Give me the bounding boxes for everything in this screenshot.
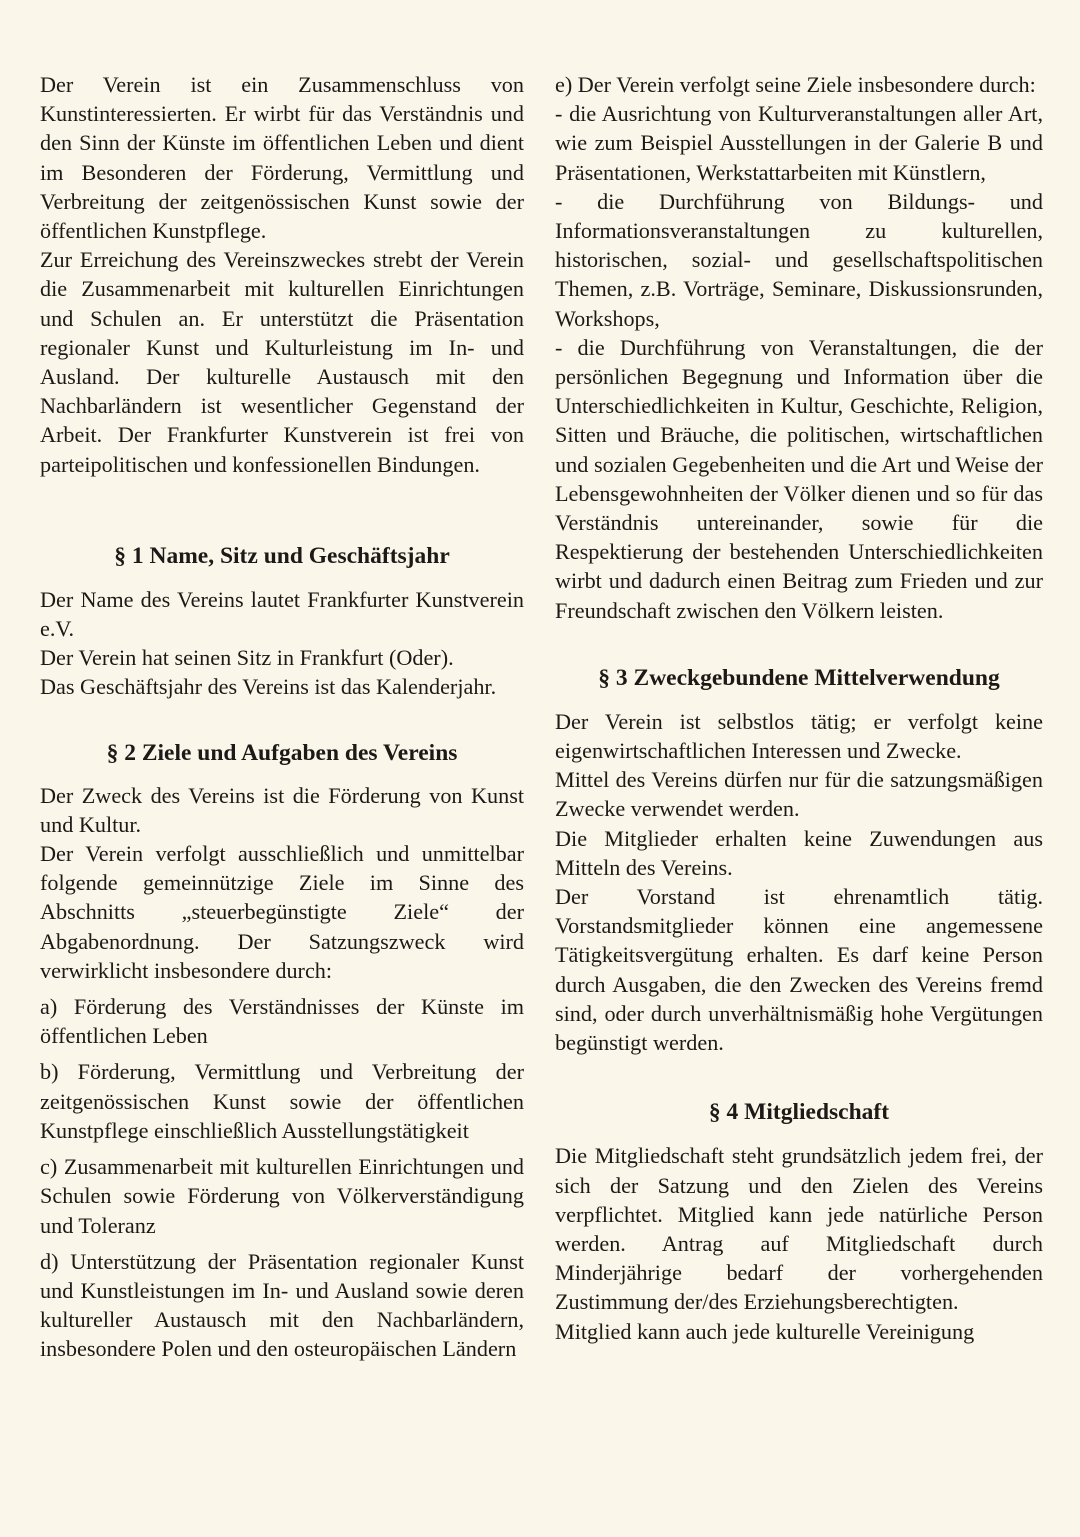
section-2-paragraph: Der Zweck des Vereins ist die Förderung von Kunst und Kultur. — [40, 782, 524, 837]
section-2-item-b: b) Förderung, Vermittlung und Verbreitung der zeitgenössischen Kunst sowie der öffentlichen Kunstpflege einschließlich Ausstellungstätigkeit — [40, 1059, 524, 1143]
intro-paragraph: Der Verein ist ein Zusammenschluss von Kunstinteressierten. Er wirbt für das Verständnis und den Sinn der Künste im öffentlichen Leben und dient im Besonderen der Förderung, Vermittlung und Verbreitung der zeitgenössischen Kunst sowie der öffentlichen Kunstpflege. — [40, 72, 524, 244]
section-3-paragraph: Die Mitglieder erhalten keine Zuwendungen aus Mitteln des Vereins. — [555, 825, 1043, 880]
item-e-bullet: - die Ausrichtung von Kulturveranstaltungen aller Art, wie zum Beispiel Ausstellungen in der Galerie B und Präsentationen, Werkstattarbeiten mit Künstlern, — [555, 101, 1043, 185]
section-3-heading: § 3 Zweckgebundene Mittelverwendung — [598, 664, 1000, 691]
section-1-paragraph: Der Name des Vereins lautet Frankfurter Kunstverein e.V. — [40, 586, 524, 642]
section-1-paragraph: Der Verein hat seinen Sitz in Frankfurt (Oder). — [40, 645, 454, 671]
section-3-paragraph: Mittel des Vereins dürfen nur für die satzungsmäßigen Zwecke verwendet werden. — [555, 767, 1043, 822]
section-3-paragraph: Der Verein ist selbstlos tätig; er verfolgt keine eigenwirtschaftlichen Interessen und Zwecke. — [555, 708, 1043, 764]
section-2-item-c: c) Zusammenarbeit mit kulturellen Einrichtungen und Schulen sowie Förderung von Völkerverständigung und Toleranz — [40, 1154, 524, 1238]
left-column — [40, 70, 524, 1364]
section-4-heading: § 4 Mitgliedschaft — [708, 1099, 890, 1126]
section-4-paragraph: Mitglied kann auch jede kulturelle Vereinigung — [555, 1318, 975, 1344]
section-2-heading: § 2 Ziele und Aufgaben des Vereins — [106, 739, 458, 766]
section-2-paragraph: Der Verein verfolgt ausschließlich und unmittelbar folgende gemeinnützige Ziele im Sinne des Abschnitts „steuerbegünstigte Ziele“ der Abgabenordnung. Der Satzungszweck wird verwirklicht insbesondere durch: — [40, 841, 524, 983]
section-2-item-e: e) Der Verein verfolgt seine Ziele insbesondere durch: — [555, 72, 1036, 97]
intro-paragraph: Zur Erreichung des Vereinszweckes strebt der Verein die Zusammenarbeit mit kulturellen Einrichtungen und Schulen an. Er unterstützt die Präsentation regionaler Kunst und Kulturleistung im In- und Ausland. Der kulturelle Austausch mit den Nachbarländern ist wesentlicher Gegenstand der Arbeit. Der Frankfurter Kunstverein ist frei von parteipolitischen und konfessionellen Bindungen. — [40, 247, 524, 477]
section-1-heading: § 1 Name, Sitz und Geschäftsjahr — [114, 542, 450, 569]
right-column — [555, 70, 1043, 1346]
section-2-item-a: a) Förderung des Verständnisses der Künste im öffentlichen Leben — [40, 994, 524, 1049]
section-4-paragraph: Die Mitgliedschaft steht grundsätzlich jedem frei, der sich der Satzung und den Zielen des Vereins verpflichtet. Mitglied kann jede natürliche Person werden. Antrag auf Mitgliedschaft durch Minderjährige bedarf der vorhergehenden Zustimmung der/des Erziehungsberechtigten. — [555, 1143, 1043, 1315]
item-e-bullet: - die Durchführung von Veranstaltungen, die der persönlichen Begegnung und Information über die Unterschiedlichkeiten in Kultur, Geschichte, Religion, Sitten und Bräuche, die politischen, wirtschaftlichen und sozialen Gegebenheiten und die Art und Weise der Lebensgewohnheiten der Völker dienen und so für das Verständnis untereinander, sowie für die Respektierung der bestehenden Unterschiedlichkeiten wirbt und dadurch einen Beitrag zum Frieden und zur Freundschaft zwischen den Völkern leisten. — [555, 334, 1043, 623]
item-e-bullet: - die Durchführung von Bildungs- und Informationsveranstaltungen zu kulturellen, historischen, sozial- und gesellschaftspolitischen Themen, z.B. Vorträge, Seminare, Diskussionsrunden, Workshops, — [555, 188, 1043, 331]
section-2-item-d: d) Unterstützung der Präsentation regionaler Kunst und Kunstleistungen im In- und Ausland sowie deren kultureller Austausch mit den Nachbarländern, insbesondere Polen und den osteuropäischen Ländern — [40, 1248, 524, 1362]
section-1-paragraph: Das Geschäftsjahr des Vereins ist das Kalenderjahr. — [40, 674, 497, 700]
section-3-paragraph: Der Vorstand ist ehrenamtlich tätig. Vorstandsmitglieder können eine angemessene Tätigkeitsvergütung erhalten. Es darf keine Person durch Ausgaben, die den Zwecken des Vereins fremd sind, oder durch unverhältnismäßig hohe Vergütungen begünstigt werden. — [555, 884, 1043, 1056]
